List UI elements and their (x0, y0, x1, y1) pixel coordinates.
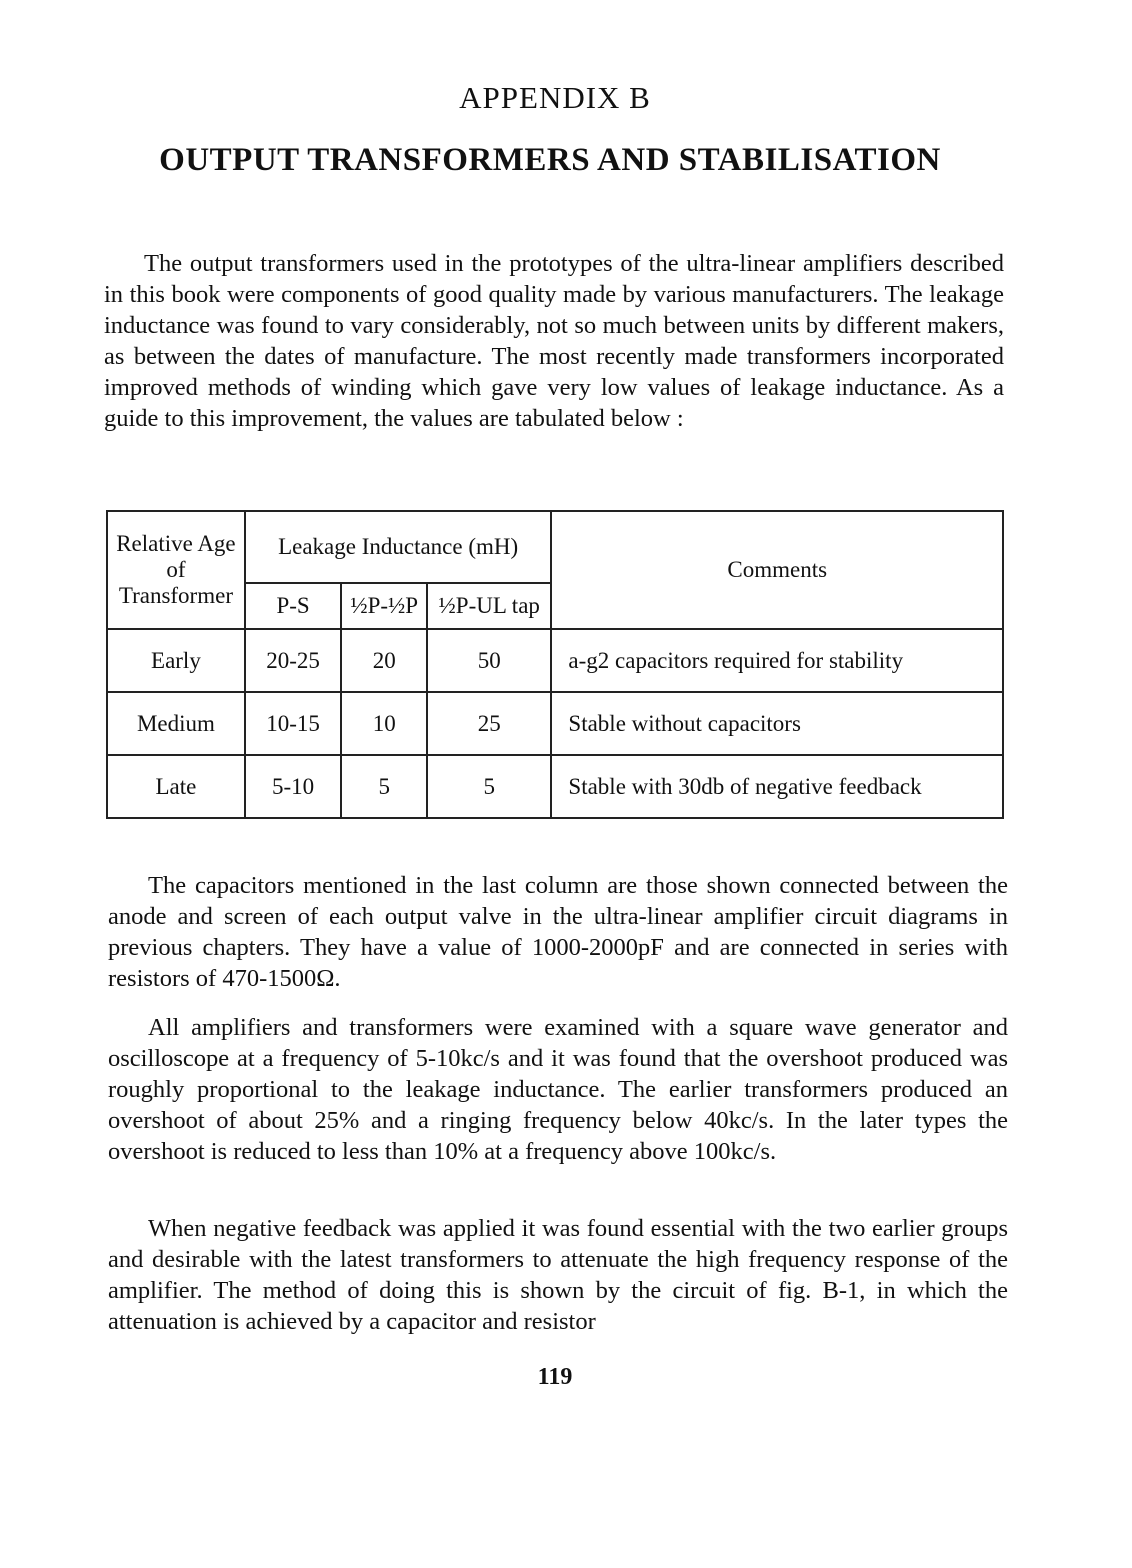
ps-cell: 5-10 (245, 755, 342, 818)
age-column-header: Relative Age of Transformer (107, 511, 245, 629)
comments-column-header: Comments (551, 511, 1003, 629)
ul-cell: 5 (427, 755, 551, 818)
table-row (107, 755, 1003, 818)
subheader-half-p-half-p: ½P-½P (341, 583, 427, 629)
pp-cell: 20 (341, 629, 427, 692)
subheader-half-p-ul-tap: ½P-UL tap (427, 583, 551, 629)
comment-cell: Stable without capacitors (551, 692, 1003, 755)
subheader-ps: P-S (245, 583, 342, 629)
leakage-inductance-header: Leakage Inductance (mH) (245, 511, 552, 583)
ul-cell: 50 (427, 629, 551, 692)
page-title: OUTPUT TRANSFORMERS AND STABILISATION (159, 142, 941, 178)
pp-cell: 10 (341, 692, 427, 755)
ul-cell: 25 (427, 692, 551, 755)
age-cell: Medium (107, 692, 245, 755)
comment-cell: a-g2 capacitors required for stability (551, 629, 1003, 692)
age-cell: Late (107, 755, 245, 818)
table-row (107, 692, 1003, 755)
intro-paragraph: The output transformers used in the prototypes of the ultra-linear amplifiers described in this book were components of good quality made by various manufacturers. The leakage inductance was found to vary considerably, not so much between units by different makers, as between the dates of manufacture. The most recently made transformers incorporated improved methods of winding which gave very low values of leakage inductance. As a guide to this improvement, the values are tabulated below : (104, 250, 1004, 432)
comment-cell: Stable with 30db of negative feedback (551, 755, 1003, 818)
page-number: 119 (537, 1364, 573, 1390)
capacitors-paragraph: The capacitors mentioned in the last column are those shown connected between the anode and screen of each output valve in the ultra-linear amplifier circuit diagrams in previous chapters. They have a value of 1000-2000pF and are connected in series with resistors of 470-1500Ω. (108, 872, 1008, 992)
ps-cell: 10-15 (245, 692, 342, 755)
appendix-label: APPENDIX B (459, 80, 651, 115)
table-row (107, 629, 1003, 692)
pp-cell: 5 (341, 755, 427, 818)
leakage-inductance-table (106, 510, 1004, 819)
table-header-row (107, 511, 1003, 583)
ps-cell: 20-25 (245, 629, 342, 692)
feedback-paragraph: When negative feedback was applied it was found essential with the two earlier groups and desirable with the latest transformers to attenuate the high frequency response of the amplifier. The method of doing this is shown by the circuit of fig. B-1, in which the attenuation is achieved by a capacitor and resistor (108, 1215, 1008, 1335)
oscilloscope-paragraph: All amplifiers and transformers were examined with a square wave generator and oscilloscope at a frequency of 5-10kc/s and it was found that the overshoot produced was roughly proportional to the leakage inductance. The earlier transformers produced an overshoot of about 25% and a ringing frequency below 40kc/s. In the later types the overshoot is reduced to less than 10% at a frequency above 100kc/s. (108, 1014, 1008, 1165)
age-cell: Early (107, 629, 245, 692)
